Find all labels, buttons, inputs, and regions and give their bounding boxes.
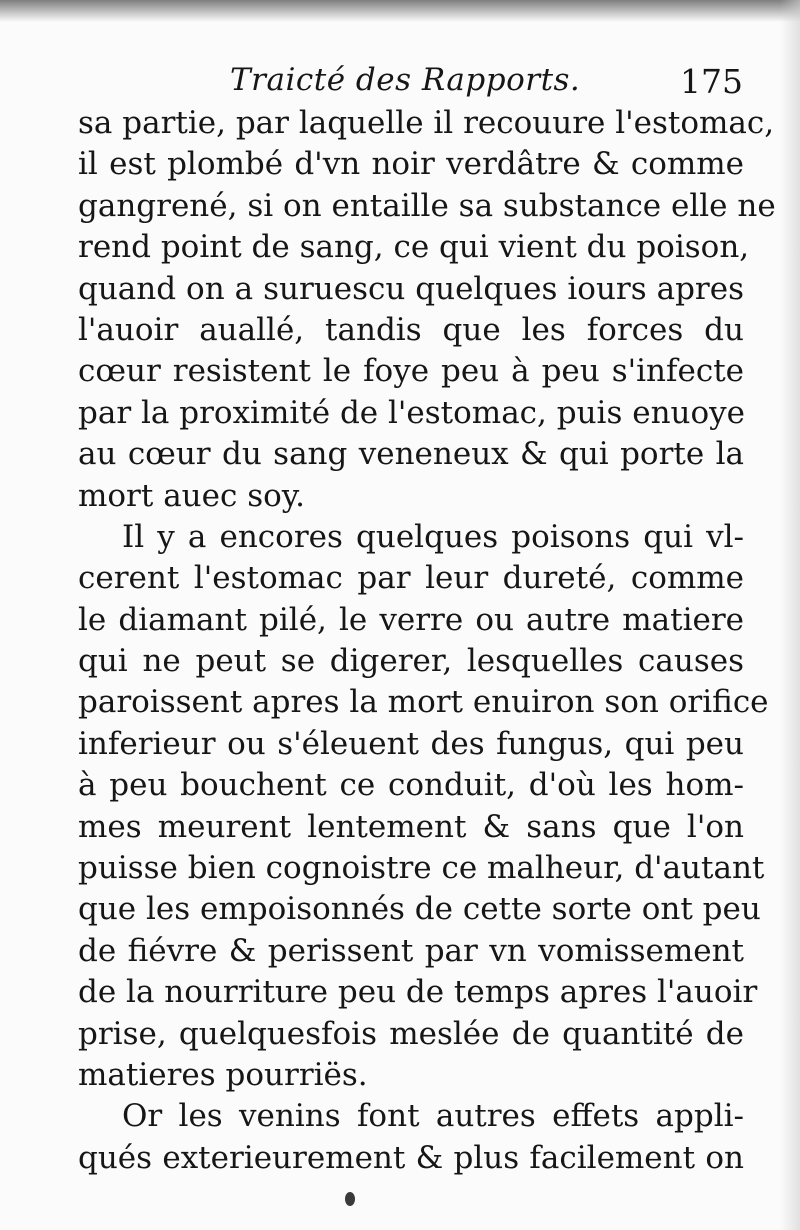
text-line: rend point de sang, ce qui vient du poison, bbox=[78, 229, 750, 266]
text-line: l'auoir auallé, tandis que les forces du bbox=[78, 311, 744, 348]
page-header bbox=[0, 60, 800, 108]
ink-spot-mark bbox=[345, 1192, 355, 1206]
body-text bbox=[78, 103, 776, 1179]
text-line: que les empoisonnés de cette sorte ont peu bbox=[78, 891, 761, 928]
text-line: de la nourriture peu de temps apres l'auoir bbox=[78, 974, 758, 1011]
paragraph-end-line: matieres pourriës. bbox=[78, 1056, 368, 1093]
text-line: cerent l'estomac par leur dureté, comme bbox=[78, 560, 744, 597]
paragraph-end-line: mort auec soy. bbox=[78, 477, 306, 514]
paragraph-start-line: Or les venins font autres effets appli- bbox=[122, 1098, 744, 1135]
text-line: puisse bien cognoistre ce malheur, d'autant bbox=[78, 850, 765, 887]
page-top-shadow bbox=[0, 0, 800, 22]
page-right-shadow bbox=[780, 0, 800, 1230]
text-line: prise, quelquesfois meslée de quantité de bbox=[78, 1015, 744, 1052]
text-line: qui ne peut se digerer, lesquelles causes bbox=[78, 643, 744, 680]
text-line: à peu bouchent ce conduit, d'où les hom- bbox=[78, 767, 744, 804]
text-line: paroissent apres la mort enuiron son orifice bbox=[78, 684, 769, 721]
page-number: 175 bbox=[680, 62, 743, 101]
text-line: qués exterieurement & plus facilement on bbox=[78, 1139, 744, 1176]
text-line: quand on a suruescu quelques iours apres bbox=[78, 270, 744, 307]
text-line: gangrené, si on entaille sa substance elle ne bbox=[78, 187, 776, 224]
paragraph-start-line: Il y a encores quelques poisons qui vl- bbox=[122, 518, 744, 555]
text-line: le diamant pilé, le verre ou autre matiere bbox=[78, 601, 744, 638]
text-line: sa partie, par laquelle il recouure l'estomac, bbox=[78, 105, 775, 141]
text-line: mes meurent lentement & sans que l'on bbox=[78, 808, 744, 845]
running-title: Traicté des Rapports. bbox=[230, 62, 581, 98]
text-line: de fiévre & perissent par vn vomissement bbox=[78, 932, 744, 969]
text-line: par la proximité de l'estomac, puis enuoye bbox=[78, 394, 746, 431]
text-line: cœur resistent le foye peu à peu s'infecte bbox=[78, 353, 744, 390]
text-line: au cœur du sang veneneux & qui porte la bbox=[78, 436, 744, 473]
text-line: il est plombé d'vn noir verdâtre & comme bbox=[78, 146, 744, 183]
text-line: inferieur ou s'éleuent des fungus, qui peu bbox=[78, 725, 744, 762]
